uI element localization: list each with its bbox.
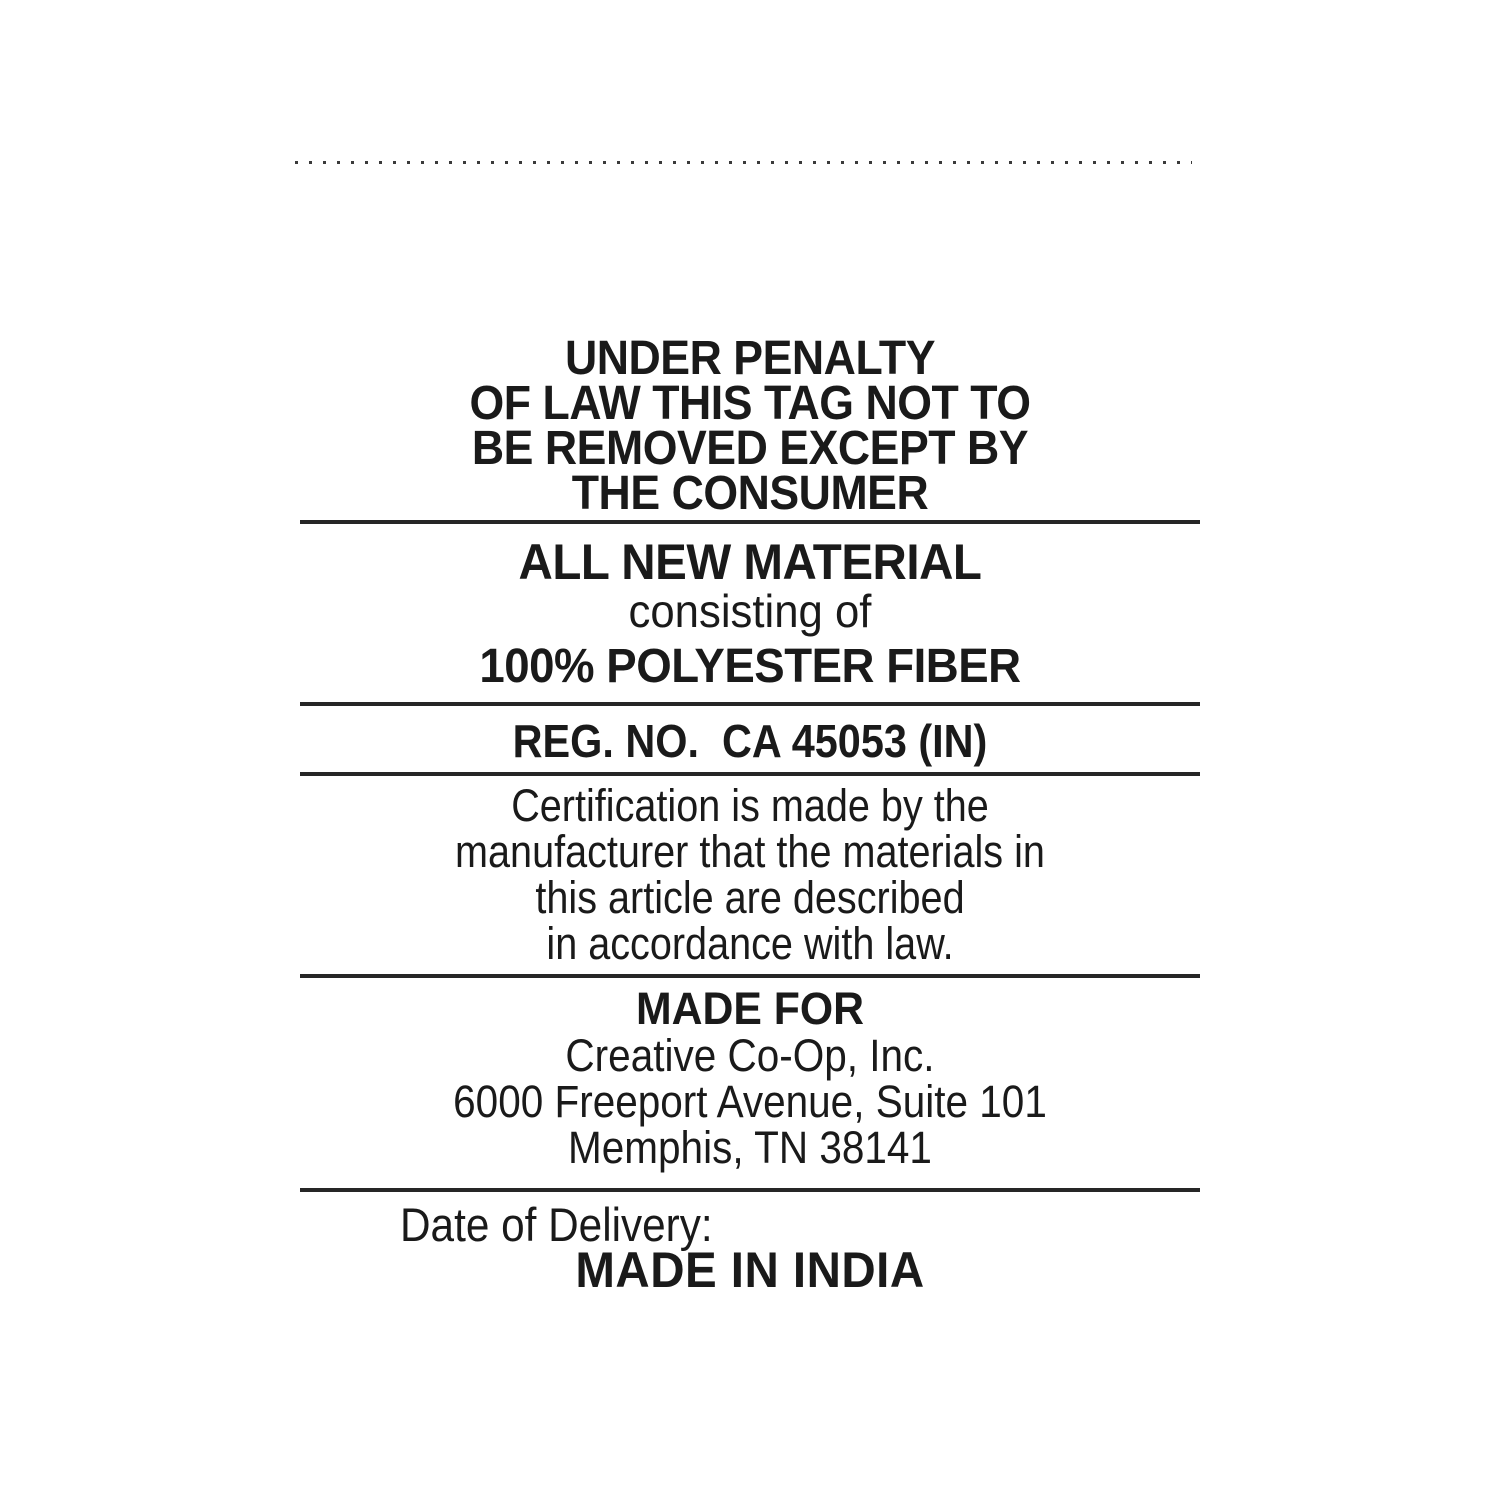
material-subheading: consisting of — [628, 585, 872, 637]
certification-line: manufacturer that the materials in — [455, 826, 1045, 877]
section-divider — [300, 520, 1200, 524]
penalty-notice-line: UNDER PENALTY — [564, 332, 936, 385]
registration-number: REG. NO. CA 45053 (IN) — [512, 715, 988, 767]
perforated-tear-line — [295, 161, 1192, 164]
certification-line: Certification is made by the — [511, 780, 989, 831]
section-divider — [300, 974, 1200, 978]
made-for-address-line1: 6000 Freeport Avenue, Suite 101 — [453, 1076, 1047, 1127]
section-divider — [300, 702, 1200, 706]
country-of-origin: MADE IN INDIA — [575, 1242, 925, 1298]
fiber-content: 100% POLYESTER FIBER — [479, 640, 1021, 693]
material-heading: ALL NEW MATERIAL — [518, 534, 982, 590]
date-of-delivery-label: Date of Delivery: — [400, 1198, 713, 1251]
certification-line: this article are described — [535, 872, 965, 923]
penalty-notice-line: BE REMOVED EXCEPT BY — [471, 422, 1029, 475]
section-divider — [300, 772, 1200, 776]
penalty-notice-line: THE CONSUMER — [571, 467, 929, 520]
penalty-notice-line: OF LAW THIS TAG NOT TO — [469, 377, 1031, 430]
certification-line: in accordance with law. — [546, 918, 954, 969]
penalty-notice — [332, 332, 1169, 520]
made-for-address-line2: Memphis, TN 38141 — [568, 1122, 932, 1173]
certification-statement — [354, 780, 1146, 969]
section-divider — [300, 1188, 1200, 1192]
made-for-heading: MADE FOR — [636, 983, 864, 1034]
made-for-company: Creative Co-Op, Inc. — [565, 1030, 935, 1081]
